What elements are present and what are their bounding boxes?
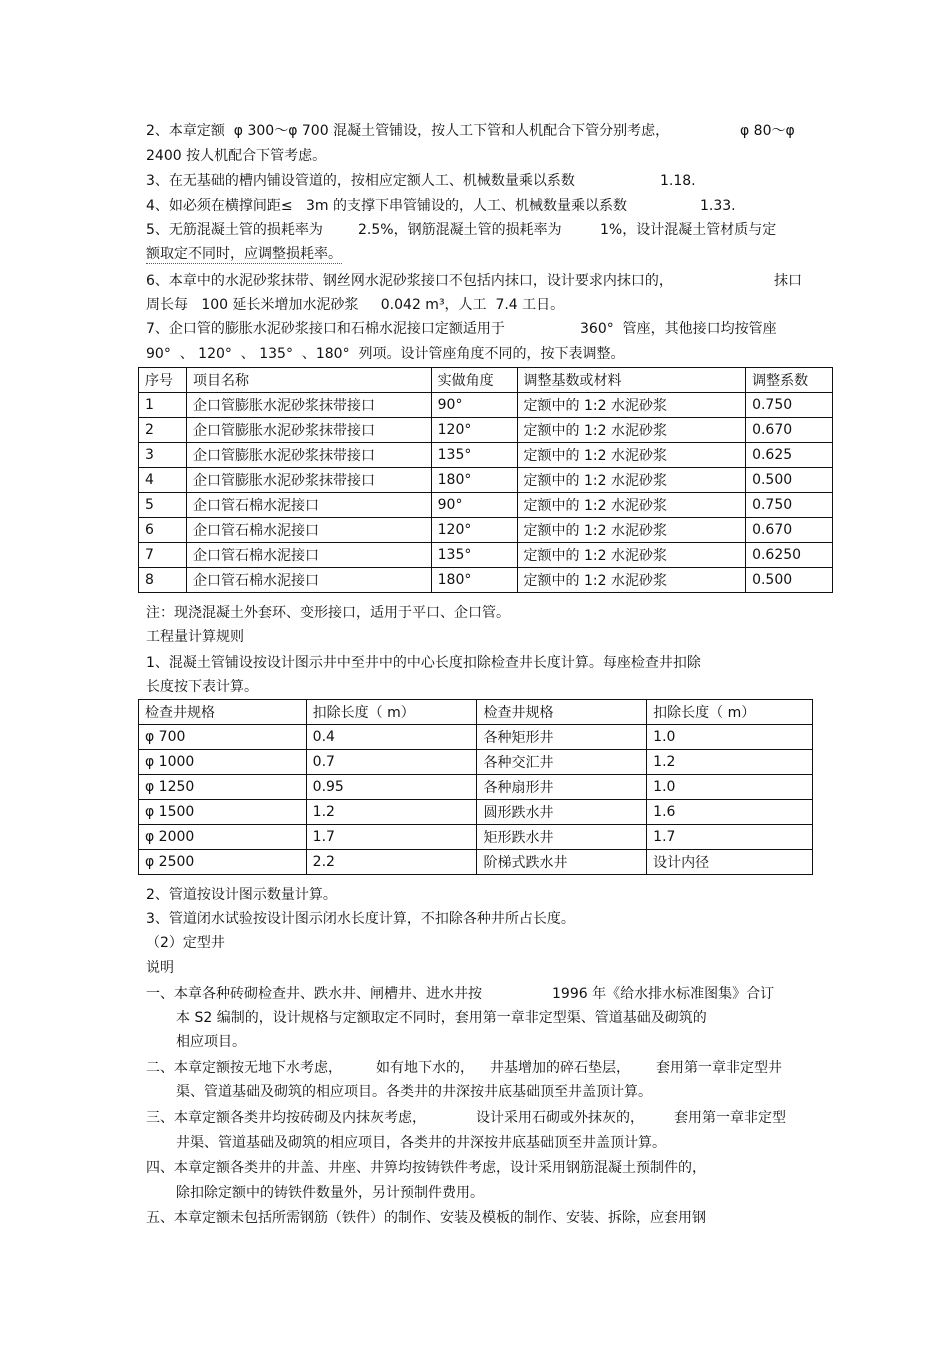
item-2-line2: 渠、管道基础及砌筑的相应项目。各类井的井深按井底基础顶至井盖顶计算。 (176, 1084, 652, 1100)
table-cell: 定额中的 1:2 水泥砂浆 (517, 418, 746, 443)
table-cell: 各种交汇井 (477, 750, 647, 775)
rule-2: 2、管道按设计图示数量计算。 (146, 887, 337, 903)
table-cell: 定额中的 1:2 水泥砂浆 (517, 493, 746, 518)
table-cell: 0.500 (746, 468, 833, 493)
table-cell: 企口管石棉水泥接口 (186, 518, 431, 543)
explain-heading: 说明 (146, 960, 174, 976)
para-7-line2: 90° 、 120° 、 135° 、180° 列项。设计管座角度不同的，按下表调整。 (146, 346, 625, 362)
header-cell: 检查井规格 (139, 700, 307, 725)
table-cell: 1.2 (306, 800, 477, 825)
para-3-value: 1.18. (660, 173, 696, 189)
table-cell: 矩形跌水井 (477, 825, 647, 850)
table-cell: 定额中的 1:2 水泥砂浆 (517, 393, 746, 418)
table-cell: 企口管膨胀水泥砂浆抹带接口 (186, 468, 431, 493)
item-3-seg2: 设计采用石砌或外抹灰的， (476, 1110, 644, 1126)
table-cell: 企口管石棉水泥接口 (186, 543, 431, 568)
section-2-title: （2）定型井 (146, 935, 225, 951)
para-4: 4、如必须在横撑间距≤ 3m 的支撑下串管铺设的，人工、机械数量乘以系数 (146, 198, 627, 214)
table-cell: 1.0 (647, 775, 813, 800)
table-header-row (139, 700, 813, 725)
header-cell: 项目名称 (186, 368, 431, 393)
table-cell: 0.625 (746, 443, 833, 468)
para-5-line1-end: 1%，设计混凝土管材质与定 (600, 222, 777, 238)
table-row (139, 750, 813, 775)
table-cell: 1.0 (647, 725, 813, 750)
table-cell: 135° (431, 543, 517, 568)
item-2-seg4: 套用第一章非定型井 (656, 1060, 782, 1076)
table-cell: 企口管膨胀水泥砂浆抹带接口 (186, 418, 431, 443)
table-cell: 阶梯式跌水井 (477, 850, 647, 875)
table-cell: 企口管膨胀水泥砂浆抹带接口 (186, 393, 431, 418)
table-cell: 8 (139, 568, 187, 593)
table-cell: 圆形跌水井 (477, 800, 647, 825)
item-1-line2: 本 S2 编制的，设计规格与定额取定不同时，套用第一章非定型渠、管道基础及砌筑的 (176, 1010, 707, 1026)
para-7-line1: 7、企口管的膨胀水泥砂浆接口和石棉水泥接口定额适用于 (146, 321, 505, 337)
table-cell: 0.6250 (746, 543, 833, 568)
para-4-value: 1.33. (700, 198, 736, 214)
table-cell: 0.4 (306, 725, 477, 750)
table-cell: 5 (139, 493, 187, 518)
para-5-line1-mid: 2.5%，钢筋混凝土管的损耗率为 (358, 222, 562, 238)
table-cell: 0.670 (746, 518, 833, 543)
header-cell: 检查井规格 (477, 700, 647, 725)
item-2-line1: 二、本章定额按无地下水考虑， (146, 1060, 342, 1076)
para-5-line2: 额取定不同时，应调整损耗率。 (146, 246, 342, 262)
table-note: 注：现浇混凝土外套环、变形接口，适用于平口、企口管。 (146, 605, 510, 621)
para-6-line1: 6、本章中的水泥砂浆抹带、钢丝网水泥砂浆接口不包括内抹口，设计要求内抹口的， (146, 273, 673, 289)
table-cell: 定额中的 1:2 水泥砂浆 (517, 543, 746, 568)
item-4-line1: 四、本章定额各类井的井盖、井座、井箅均按铸铁件考虑，设计采用钢筋混凝土预制件的， (146, 1160, 706, 1176)
table-row (139, 393, 833, 418)
para-6-line1-end: 抹口 (774, 273, 802, 289)
para-6-line2: 周长每 100 延长米增加水泥砂浆 0.042 m³，人工 7.4 工日。 (146, 297, 565, 313)
table-cell: 定额中的 1:2 水泥砂浆 (517, 443, 746, 468)
header-cell: 序号 (139, 368, 187, 393)
para-2-line2: 2400 按人机配合下管考虑。 (146, 148, 327, 164)
table-cell: φ 700 (139, 725, 307, 750)
table-row (139, 800, 813, 825)
table-cell: 180° (431, 468, 517, 493)
table-cell: 企口管石棉水泥接口 (186, 493, 431, 518)
table-cell: 企口管膨胀水泥砂浆抹带接口 (186, 443, 431, 468)
table-cell: 2 (139, 418, 187, 443)
table-row (139, 825, 813, 850)
table-cell: φ 1500 (139, 800, 307, 825)
table-cell: 90° (431, 493, 517, 518)
table-cell: 各种矩形井 (477, 725, 647, 750)
table-cell: 6 (139, 518, 187, 543)
table-cell: 1.7 (306, 825, 477, 850)
table-cell: 各种扇形井 (477, 775, 647, 800)
manhole-deduction-table (138, 699, 813, 875)
table-cell: 120° (431, 518, 517, 543)
para-5-line1: 5、无筋混凝土管的损耗率为 (146, 222, 323, 238)
table-cell: 0.750 (746, 393, 833, 418)
item-1-line1-end: 1996 年《给水排水标准图集》合订 (552, 986, 775, 1002)
table-row (139, 518, 833, 543)
table-cell: 1.2 (647, 750, 813, 775)
rules-title: 工程量计算规则 (146, 629, 244, 645)
para-3: 3、在无基础的槽内铺设管道的，按相应定额人工、机械数量乘以系数 (146, 173, 575, 189)
table-row (139, 418, 833, 443)
table-cell: 0.7 (306, 750, 477, 775)
table-cell: 1.7 (647, 825, 813, 850)
table-cell: 90° (431, 393, 517, 418)
table-row (139, 443, 833, 468)
para-7-line1-end: 360° 管座，其他接口均按管座 (580, 321, 777, 337)
table-cell: 企口管石棉水泥接口 (186, 568, 431, 593)
rule-3: 3、管道闭水试验按设计图示闭水长度计算，不扣除各种井所占长度。 (146, 911, 575, 927)
rule-1-line1: 1、混凝土管铺设按设计图示井中至井中的中心长度扣除检查井长度计算。每座检查井扣除 (146, 655, 701, 671)
table-row (139, 725, 813, 750)
table-cell: 定额中的 1:2 水泥砂浆 (517, 468, 746, 493)
table-row (139, 568, 833, 593)
item-3-line2: 井渠、管道基础及砌筑的相应项目，各类井的井深按井底基础顶至井盖顶计算。 (176, 1135, 666, 1151)
table-row (139, 775, 813, 800)
item-3-line1: 三、本章定额各类井均按砖砌及内抹灰考虑， (146, 1110, 426, 1126)
item-2-seg3: 井基增加的碎石垫层， (490, 1060, 630, 1076)
table-cell: 2.2 (306, 850, 477, 875)
para-2-line1: 2、本章定额 φ 300～φ 700 混凝土管铺设，按人工下管和人机配合下管分别考虑， (146, 123, 670, 139)
table-cell: 0.750 (746, 493, 833, 518)
table-header-row (139, 368, 833, 393)
table-cell: 120° (431, 418, 517, 443)
header-cell: 实做角度 (431, 368, 517, 393)
table-cell: 0.670 (746, 418, 833, 443)
para-2-line1-end: φ 80～φ (740, 123, 795, 139)
item-3-seg3: 套用第一章非定型 (674, 1110, 786, 1126)
table-cell: 定额中的 1:2 水泥砂浆 (517, 518, 746, 543)
table-cell: 7 (139, 543, 187, 568)
table-cell: 设计内径 (647, 850, 813, 875)
table-cell: φ 1250 (139, 775, 307, 800)
item-1-line1: 一、本章各种砖砌检查井、跌水井、闸槽井、进水井按 (146, 986, 482, 1002)
table-cell: 0.95 (306, 775, 477, 800)
item-1-line3: 相应项目。 (176, 1034, 246, 1050)
table-cell: φ 2000 (139, 825, 307, 850)
table-cell: 180° (431, 568, 517, 593)
table-cell: 0.500 (746, 568, 833, 593)
header-cell: 调整基数或材料 (517, 368, 746, 393)
item-4-line2: 除扣除定额中的铸铁件数量外，另计预制件费用。 (176, 1185, 484, 1201)
angle-adjustment-table (138, 367, 833, 593)
table-row (139, 850, 813, 875)
item-5-line1: 五、本章定额未包括所需钢筋（铁件）的制作、安装及模板的制作、安装、拆除，应套用钢 (146, 1210, 706, 1226)
table-cell: φ 1000 (139, 750, 307, 775)
table-cell: φ 2500 (139, 850, 307, 875)
table-cell: 3 (139, 443, 187, 468)
table-row (139, 543, 833, 568)
item-2-seg2: 如有地下水的， (376, 1060, 474, 1076)
header-cell: 扣除长度（ m） (647, 700, 813, 725)
table-cell: 135° (431, 443, 517, 468)
table-row (139, 468, 833, 493)
header-cell: 调整系数 (746, 368, 833, 393)
header-cell: 扣除长度（ m） (306, 700, 477, 725)
table-row (139, 493, 833, 518)
table-cell: 4 (139, 468, 187, 493)
table-cell: 定额中的 1:2 水泥砂浆 (517, 568, 746, 593)
table-cell: 1 (139, 393, 187, 418)
rule-1-line2: 长度按下表计算。 (146, 679, 258, 695)
table-cell: 1.6 (647, 800, 813, 825)
